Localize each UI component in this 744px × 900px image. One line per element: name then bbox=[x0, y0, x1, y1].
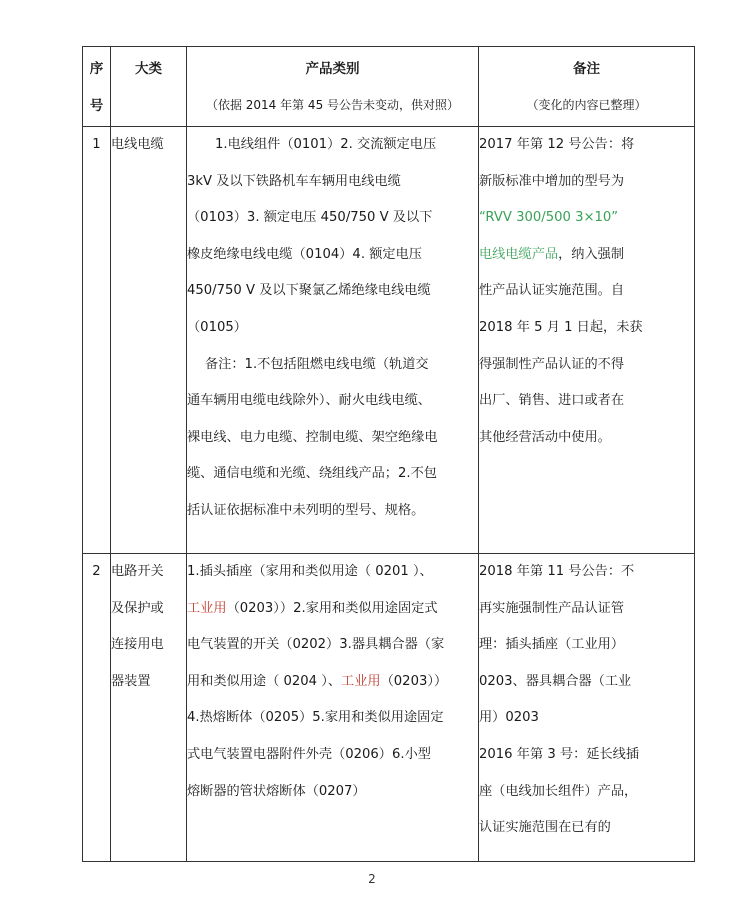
row-remark: 2018 年第 11 号公告：不 再实施强制性产品认证管 理：插头插座（工业用） 0203、器具耦合器（工业 用）0203 2016 年第 3 号：延长线插 座（电线加长组件）产品， 认证实施范围在已有的 bbox=[479, 554, 695, 862]
row-product: 1.插头插座（家用和类似用途（ 0201 ）、 工业用（0203））2.家用和类似用途固定式 电气装置的开关（0202）3.器具耦合器（家 用和类似用途（ 0204 ）、工业用（0203）） 4.热熔断体（0205）5.家用和类似用途固定 式电气装置电器附件外壳（0206）6.小型 熔断器的管状熔断体（0207） bbox=[187, 554, 479, 862]
header-remark: 备注 （变化的内容已整理） bbox=[479, 47, 695, 127]
highlight-product: 电线电缆产品 bbox=[479, 246, 559, 262]
highlight-model: “RVV 300/500 3×10” bbox=[479, 210, 619, 226]
page-number: 2 bbox=[368, 872, 376, 886]
highlight-industrial: 工业用 bbox=[187, 600, 227, 616]
highlight-industrial: 工业用 bbox=[341, 673, 381, 689]
row-category: 电线电缆 bbox=[111, 127, 187, 554]
header-product: 产品类别 （依据 2014 年第 45 号公告未变动，供对照） bbox=[187, 47, 479, 127]
row-index: 2 bbox=[83, 554, 111, 862]
header-index: 序 号 bbox=[83, 47, 111, 127]
row-remark: 2017 年第 12 号公告：将 新版标准中增加的型号为 “RVV 300/500 3×10” 电线电缆产品，纳入强制 性产品认证实施范围。自 2018 年 5 月 1 日起，未获 得强制性产品认证的不得 出厂、销售、进口或者在 其他经营活动中使用。 bbox=[479, 127, 695, 554]
row-product: 1.电线组件（0101）2. 交流额定电压 3kV 及以下铁路机车车辆用电线电缆 （0103）3. 额定电压 450/750 V 及以下 橡皮绝缘电线电缆（0104）4. 额定电压 450/750 V 及以下聚氯乙烯绝缘电线电缆 （0105） 备注：1.不包括阻燃电线电缆（轨道交 通车辆用电缆电线除外）、耐火电线电缆、 裸电线、电力电缆、控制电缆、架空绝缘电 缆、通信电缆和光缆、绕组线产品；2.不包 括认证依据标准中未列明的型号、规格。 bbox=[187, 127, 479, 554]
table-header-row bbox=[83, 47, 695, 127]
product-table bbox=[82, 46, 695, 862]
row-category: 电路开关 及保护或 连接用电 器装置 bbox=[111, 554, 187, 862]
header-category: 大类 bbox=[111, 47, 187, 127]
table-row bbox=[83, 127, 695, 554]
row-index: 1 bbox=[83, 127, 111, 554]
table-row bbox=[83, 554, 695, 862]
